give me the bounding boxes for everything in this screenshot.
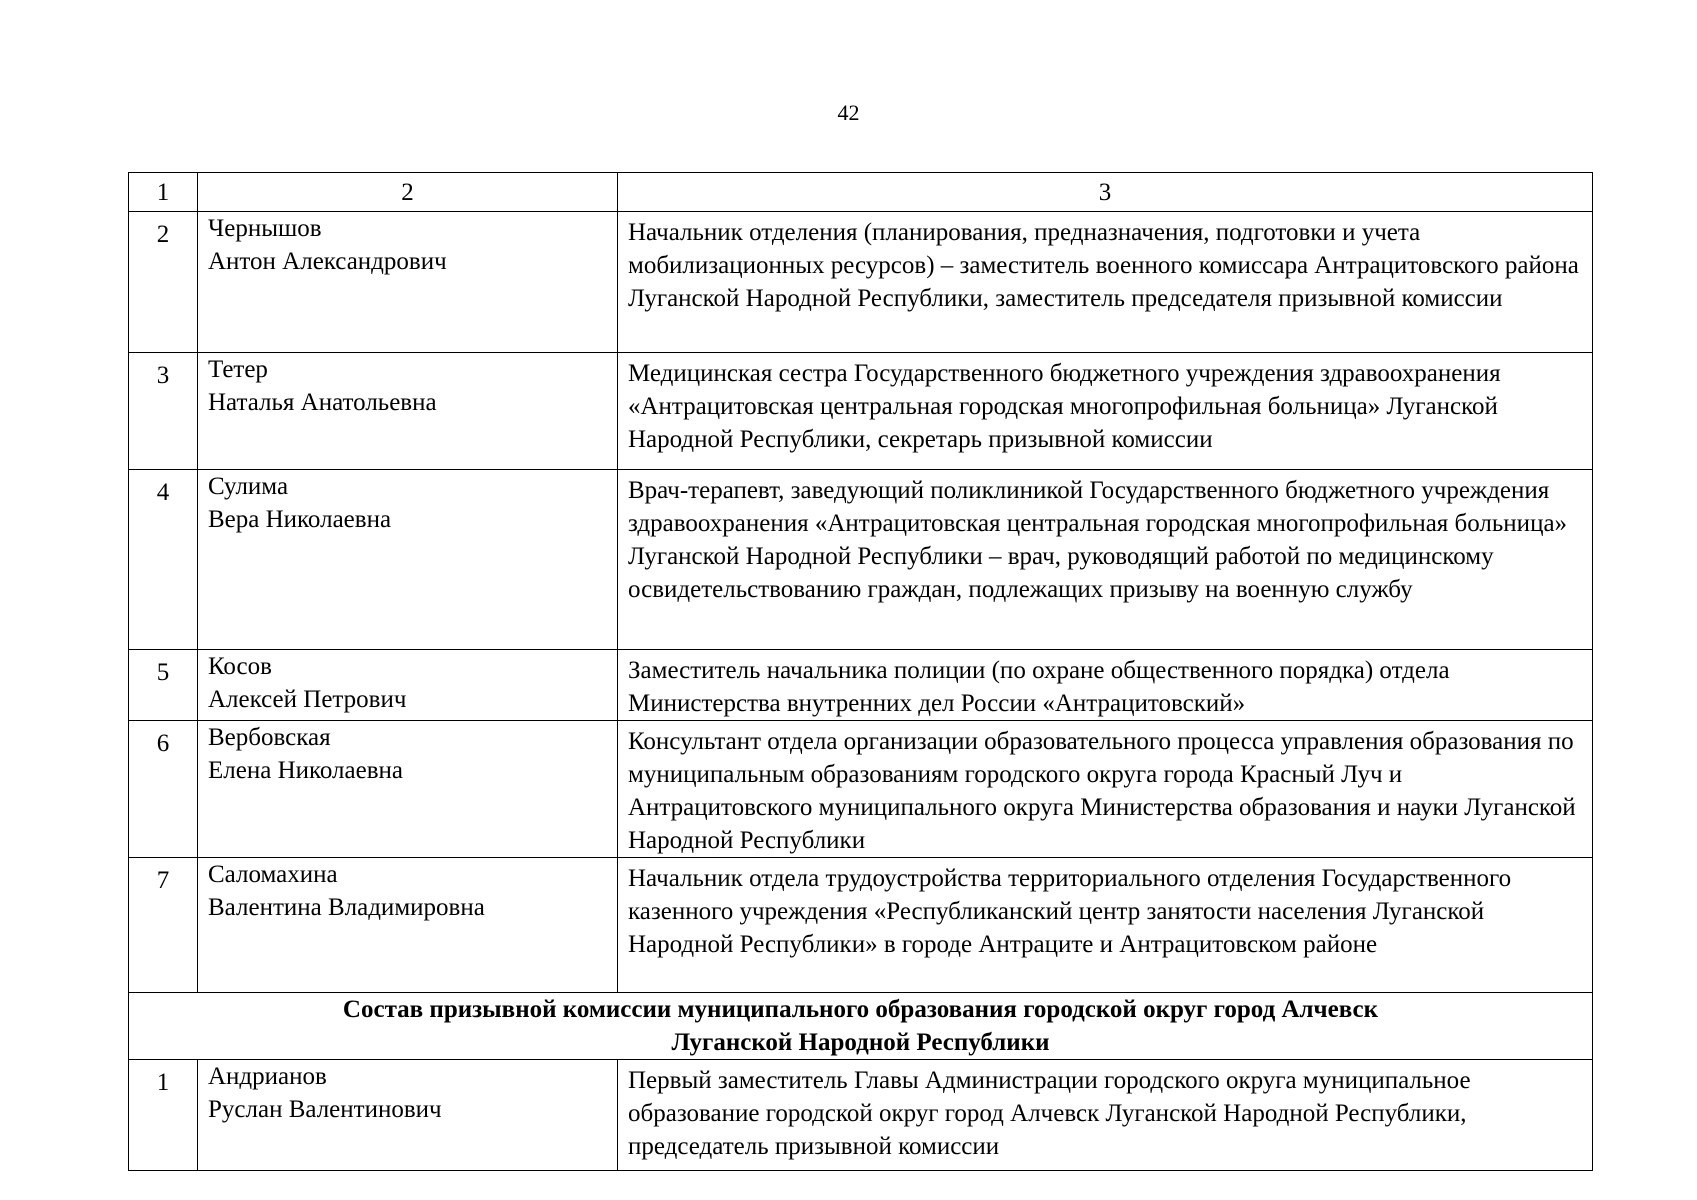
member-given-names: Валентина Владимировна	[208, 894, 485, 921]
member-surname: Вербовская	[208, 724, 331, 751]
member-surname: Тетер	[208, 356, 268, 383]
member-surname: Чернышов	[208, 215, 322, 242]
section-heading-line-2: Луганской Народной Республики	[671, 1029, 1050, 1056]
row-number: 1	[156, 1069, 170, 1096]
member-name	[198, 212, 618, 353]
column-header-3: 3	[618, 173, 1593, 212]
column-header-1: 1	[129, 173, 198, 212]
member-given-names: Наталья Анатольевна	[208, 389, 437, 416]
page-number: 42	[837, 100, 860, 125]
section-heading-row	[129, 993, 1593, 1060]
row-number: 5	[156, 659, 170, 686]
row-number: 2	[156, 221, 170, 248]
commission-table	[128, 172, 1593, 1171]
table-row	[129, 721, 1593, 858]
table-row	[129, 212, 1593, 353]
member-given-names: Руслан Валентинович	[208, 1096, 442, 1123]
member-surname: Сулима	[208, 473, 289, 500]
column-header-2: 2	[198, 173, 618, 212]
member-position: Начальник отдела трудоустройства территориального отделения Государственного казенного учреждения «Республиканский центр занятости населения Луганской Народной Республики» в городе Антраците и Антрацитовском районе	[618, 858, 1593, 993]
table-row	[129, 353, 1593, 470]
member-position: Первый заместитель Главы Администрации городского округа муниципальное образование городской округ город Алчевск Луганской Народной Республики, председатель призывной комиссии	[618, 1060, 1593, 1171]
member-position: Начальник отделения (планирования, предназначения, подготовки и учета мобилизационных ресурсов) – заместитель военного комиссара Антрацитовского района Луганской Народной Республики, заместитель председателя призывной комиссии	[618, 212, 1593, 353]
section-heading	[129, 993, 1593, 1060]
row-number: 7	[156, 867, 170, 894]
member-position: Консультант отдела организации образовательного процесса управления образования по муниципальным образованиям городского округа города Красный Луч и Антрацитовского муниципального округа Министерства образования и науки Луганской Народной Республики	[618, 721, 1593, 858]
table-row	[129, 858, 1593, 993]
column-header-row	[129, 173, 1593, 212]
member-name	[198, 650, 618, 721]
table-row	[129, 470, 1593, 650]
member-surname: Андрианов	[208, 1063, 327, 1090]
member-name	[198, 470, 618, 650]
member-name	[198, 353, 618, 470]
member-given-names: Вера Николаевна	[208, 506, 392, 533]
row-number: 3	[156, 362, 170, 389]
row-number: 4	[156, 479, 170, 506]
section-heading-line-1: Состав призывной комиссии муниципального образования городской округ город Алчевск	[342, 996, 1379, 1023]
member-position: Медицинская сестра Государственного бюджетного учреждения здравоохранения «Антрацитовская центральная городская многопрофильная больница» Луганской Народной Республики, секретарь призывной комиссии	[618, 353, 1593, 470]
table-row	[129, 1060, 1593, 1171]
member-surname: Косов	[208, 653, 272, 680]
member-given-names: Антон Александрович	[208, 248, 447, 275]
member-name	[198, 858, 618, 993]
member-name	[198, 1060, 618, 1171]
member-surname: Саломахина	[208, 861, 338, 888]
member-given-names: Елена Николаевна	[208, 757, 403, 784]
member-name	[198, 721, 618, 858]
member-position: Врач-терапевт, заведующий поликлиникой Государственного бюджетного учреждения здравоохранения «Антрацитовская центральная городская многопрофильная больница» Луганской Народной Республики – врач, руководящий работой по медицинскому освидетельствованию граждан, подлежащих призыву на военную службу	[618, 470, 1593, 650]
row-number: 6	[156, 730, 170, 757]
member-given-names: Алексей Петрович	[208, 686, 407, 713]
member-position: Заместитель начальника полиции (по охране общественного порядка) отдела Министерства внутренних дел России «Антрацитовский»	[618, 650, 1593, 721]
table-row	[129, 650, 1593, 721]
